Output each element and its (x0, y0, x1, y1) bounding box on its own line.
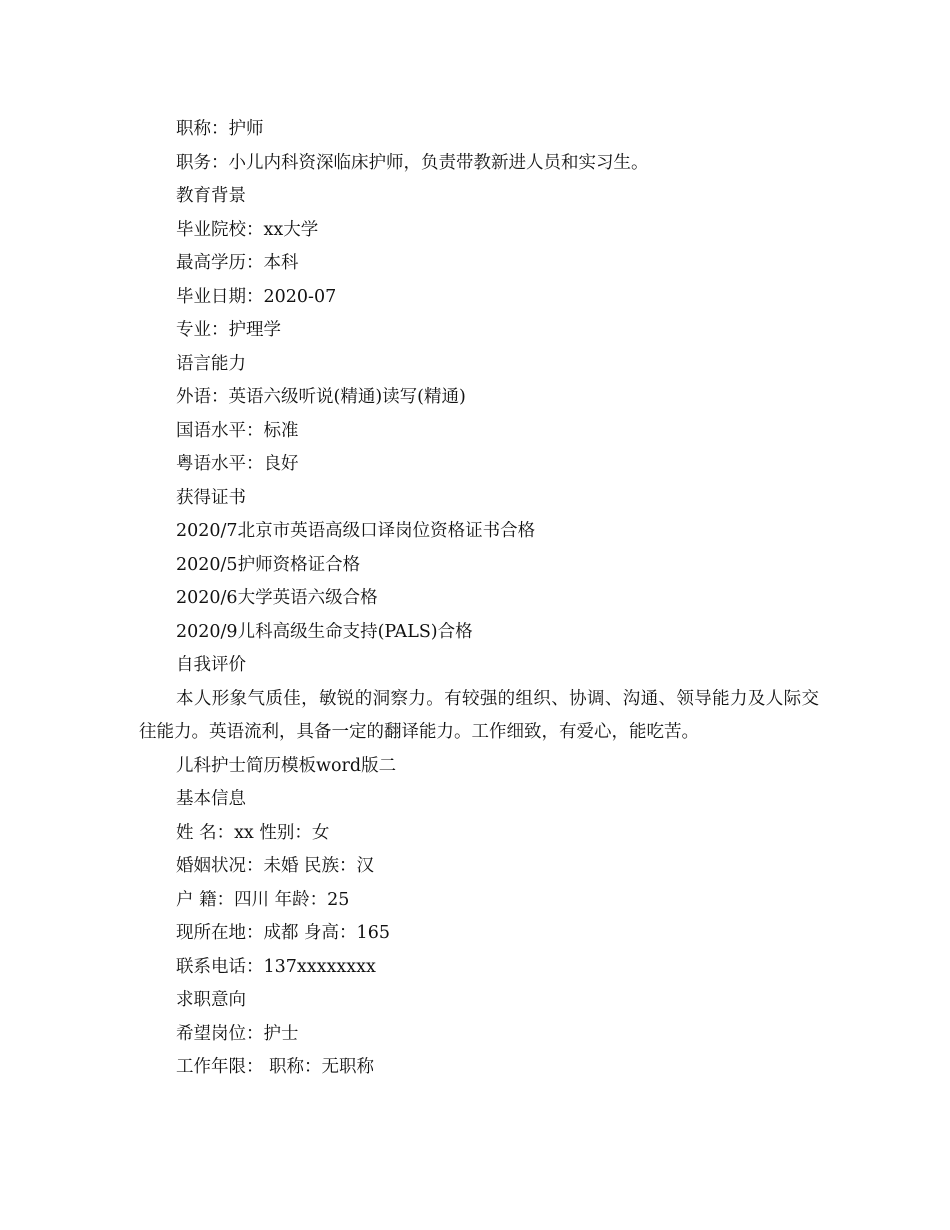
phone-line: 联系电话：137xxxxxxxx (176, 956, 376, 977)
graduation-date-line: 毕业日期：2020-07 (176, 286, 337, 307)
mandarin-line: 国语水平：标准 (176, 420, 299, 441)
section-heading-self-evaluation: 自我评价 (176, 655, 246, 675)
certificate-item: 2020/6大学英语六级合格 (176, 588, 378, 608)
certificate-item: 2020/5护师资格证合格 (176, 554, 361, 575)
work-years-line: 工作年限： 职称：无职称 (176, 1057, 375, 1077)
section-heading-education: 教育背景 (176, 186, 246, 206)
section-heading-certificates: 获得证书 (176, 487, 246, 508)
name-gender-line: 姓 名：xx 性别：女 (176, 822, 330, 843)
section-heading-language: 语言能力 (176, 353, 246, 374)
section-heading-job-intention: 求职意向 (176, 990, 246, 1010)
desired-position-line: 希望岗位：护士 (176, 1023, 299, 1044)
hometown-age-line: 户 籍：四川 年龄：25 (176, 889, 350, 910)
degree-line: 最高学历：本科 (176, 253, 299, 273)
marital-ethnicity-line: 婚姻状况：未婚 民族：汉 (176, 856, 375, 876)
cantonese-line: 粤语水平：良好 (176, 454, 299, 474)
school-line: 毕业院校：xx大学 (176, 219, 319, 240)
certificate-item: 2020/7北京市英语高级口译岗位资格证书合格 (176, 521, 536, 541)
template-title-line: 儿科护士简历模板word版二 (176, 755, 397, 776)
title-line: 职称：护师 (176, 119, 264, 139)
self-evaluation-paragraph: 本人形象气质佳，敏锐的洞察力。有较强的组织、协调、沟通、领导能力及人际交往能力。英语流利，具备一定的翻译能力。工作细致，有爱心，能吃苦。 (139, 688, 819, 742)
resume-content (139, 113, 819, 1085)
certificate-item: 2020/9儿科高级生命支持(PALS)合格 (176, 621, 473, 642)
major-line: 专业：护理学 (176, 320, 281, 340)
location-height-line: 现所在地：成都 身高：165 (176, 923, 390, 943)
position-line: 职务：小儿内科资深临床护师，负责带教新进人员和实习生。 (176, 152, 649, 173)
foreign-language-line: 外语：英语六级听说(精通)读写(精通) (176, 387, 466, 407)
section-heading-basic-info: 基本信息 (176, 789, 246, 809)
